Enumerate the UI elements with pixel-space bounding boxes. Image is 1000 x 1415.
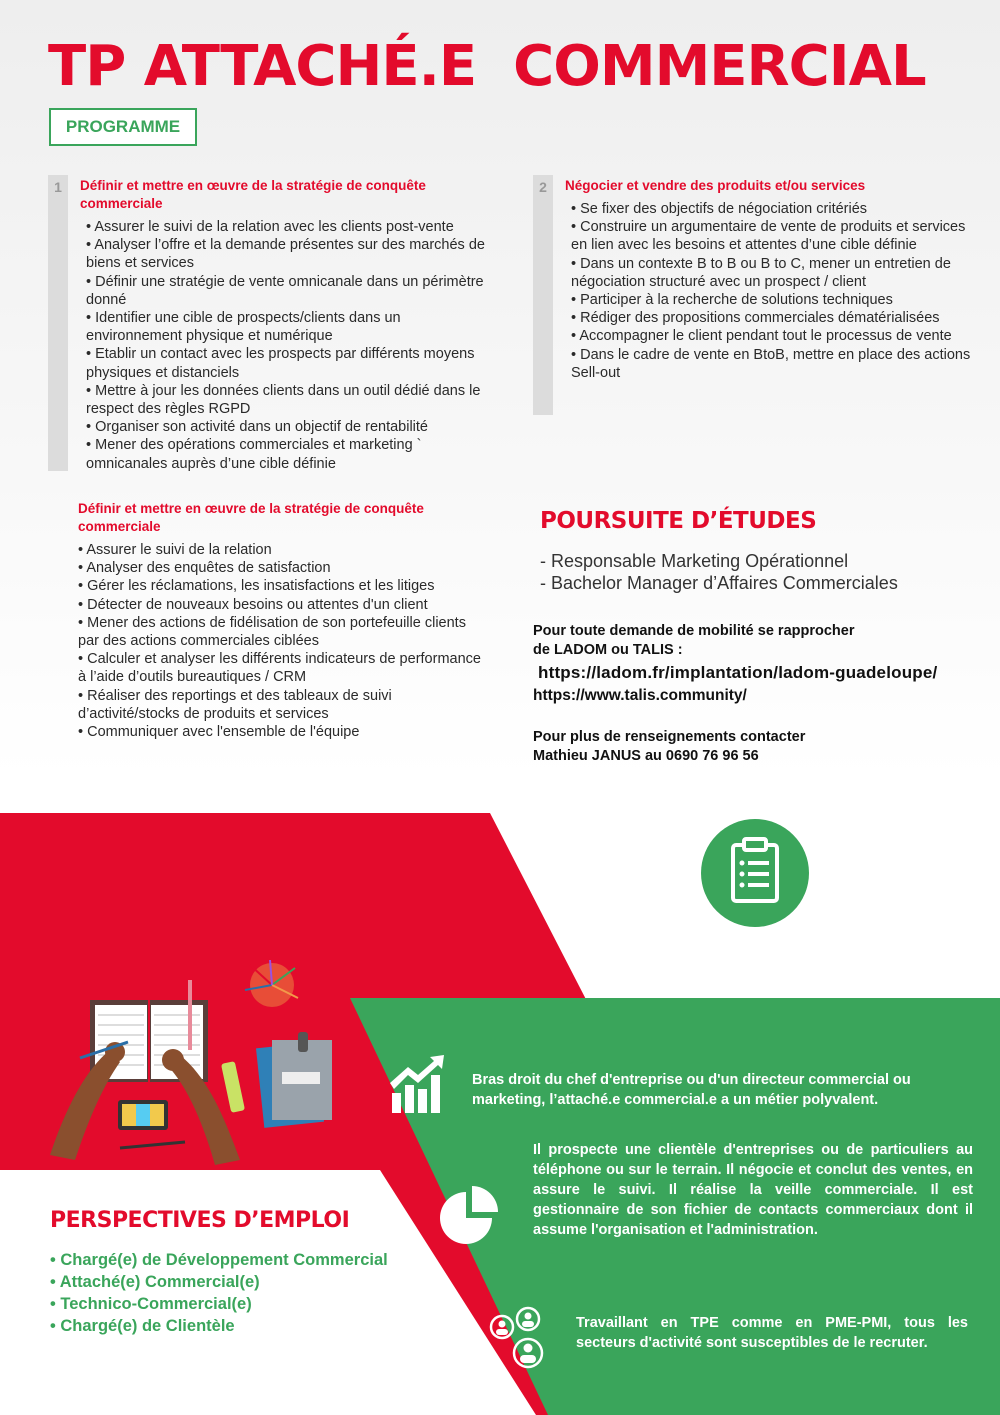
growth-chart-icon [388,1055,446,1115]
list-item: • Participer à la recherche de solutions techniques [571,291,985,309]
list-item: - Responsable Marketing Opérationnel [540,550,898,572]
contact-info [533,728,993,766]
list-item: • Dans le cadre de vente en BtoB, mettre en place des actions Sell-out [571,346,985,382]
list-item: • Construire un argumentaire de vente de produits et services en lien avec les besoins et attentes d’une cible définie [571,218,985,254]
list-item: • Mettre à jour les données clients dans un outil dédié dans le respect des règles RGPD [86,382,500,418]
poursuite-title: POURSUITE D’ÉTUDES [540,508,817,534]
ladom-link[interactable]: https://ladom.fr/implantation/ladom-guadeloupe/ [538,663,938,682]
job-description-summary: Bras droit du chef d'entreprise ou d'un directeur commercial ou marketing, l’attaché.e commercial.e a un métier polyvalent. [472,1072,911,1108]
programme-badge: PROGRAMME [49,108,197,146]
pie-chart-icon [438,1180,502,1244]
list-item: • Dans un contexte B to B ou B to C, mener un entretien de négociation structuré avec un prospect / client [571,255,985,291]
list-item: • Analyser des enquêtes de satisfaction [78,559,488,577]
list-item: • Mener des actions de fidélisation de son portefeuille clients par des actions commerciales ciblées [78,614,488,650]
job-description-sectors: Travaillant en TPE comme en PME-PMI, tous les secteurs d'activité sont susceptibles de le recruter. [576,1315,968,1351]
section-title: Négocier et vendre des produits et/ou services [565,178,866,193]
list-item: • Gérer les réclamations, les insatisfactions et les litiges [78,577,488,595]
mobility-info [533,622,993,705]
mobility-line: de LADOM ou TALIS : [533,642,683,658]
section-number: 1 [54,179,62,195]
perspectives-title: PERSPECTIVES D’EMPLOI [50,1208,350,1233]
section-number: 2 [539,179,547,195]
section-bar [533,175,553,415]
list-item: • Communiquer avec l'ensemble de l'équipe [78,723,488,741]
list-item: - Bachelor Manager d’Affaires Commerciales [540,572,898,594]
poursuite-list [540,550,898,594]
list-item: • Se fixer des objectifs de négociation critériés [571,200,985,218]
section-items [565,200,985,382]
page-title: TP ATTACHÉ.E COMMERCIAL [48,34,926,99]
list-item: • Mener des opérations commerciales et marketing ` omnicanales auprès d’une cible définie [86,436,500,472]
talis-link[interactable]: https://www.talis.community/ [533,687,747,704]
program-section-1 [48,175,508,471]
list-item: • Identifier une cible de prospects/clients dans un environnement physique et numérique [86,309,500,345]
list-item: • Attaché(e) Commercial(e) [50,1271,388,1293]
list-item: • Chargé(e) de Clientèle [50,1315,388,1337]
section-bar [48,175,68,471]
list-item: • Etablir un contact avec les prospects par différents moyens physiques et distanciels [86,345,500,381]
list-item: • Définir une stratégie de vente omnicanale dans un périmètre donné [86,273,500,309]
list-item: • Assurer le suivi de la relation [78,541,488,559]
list-item: • Détecter de nouveaux besoins ou attentes d'un client [78,596,488,614]
job-description-tasks: Il prospecte une clientèle d'entreprises ou de particuliers au téléphone ou sur le terrain. Il négocie et conclut des ventes, en assure le suivi. Il réalise la veille commerciale. Il est gestionnaire de son fichier de contacts commerciaux dont il assume l'organisation et l'administration. [533,1142,973,1238]
list-item: • Organiser son activité dans un objectif de rentabilité [86,418,500,436]
list-item: • Technico-Commercial(e) [50,1293,388,1315]
desk-illustration [40,960,420,1170]
program-section-3 [78,500,488,741]
list-item: • Analyser l’offre et la demande présentes sur des marchés de biens et services [86,236,500,272]
list-item: • Chargé(e) de Développement Commercial [50,1249,388,1271]
list-item: • Assurer le suivi de la relation avec les clients post-vente [86,218,500,236]
section-title: Définir et mettre en œuvre de la stratégie de conquête commerciale [78,501,424,534]
contact-line: Pour plus de renseignements contacter [533,729,806,745]
mobility-line: Pour toute demande de mobilité se rapprocher [533,623,855,639]
section-items [80,218,500,473]
section-title: Définir et mettre en œuvre de la stratégie de conquête commerciale [80,178,426,211]
program-section-2 [533,175,993,415]
section-items [78,541,488,741]
contact-line: Mathieu JANUS au 0690 76 96 56 [533,748,759,764]
list-item: • Accompagner le client pendant tout le processus de vente [571,327,985,345]
list-item: • Réaliser des reportings et des tableaux de suivi d’activité/stocks de produits et services [78,687,488,723]
people-network-icon [488,1305,554,1371]
perspectives-list [50,1249,388,1337]
clipboard-icon [700,818,810,928]
list-item: • Rédiger des propositions commerciales dématérialisées [571,309,985,327]
list-item: • Calculer et analyser les différents indicateurs de performance à l’aide d’outils bureautiques / CRM [78,650,488,686]
